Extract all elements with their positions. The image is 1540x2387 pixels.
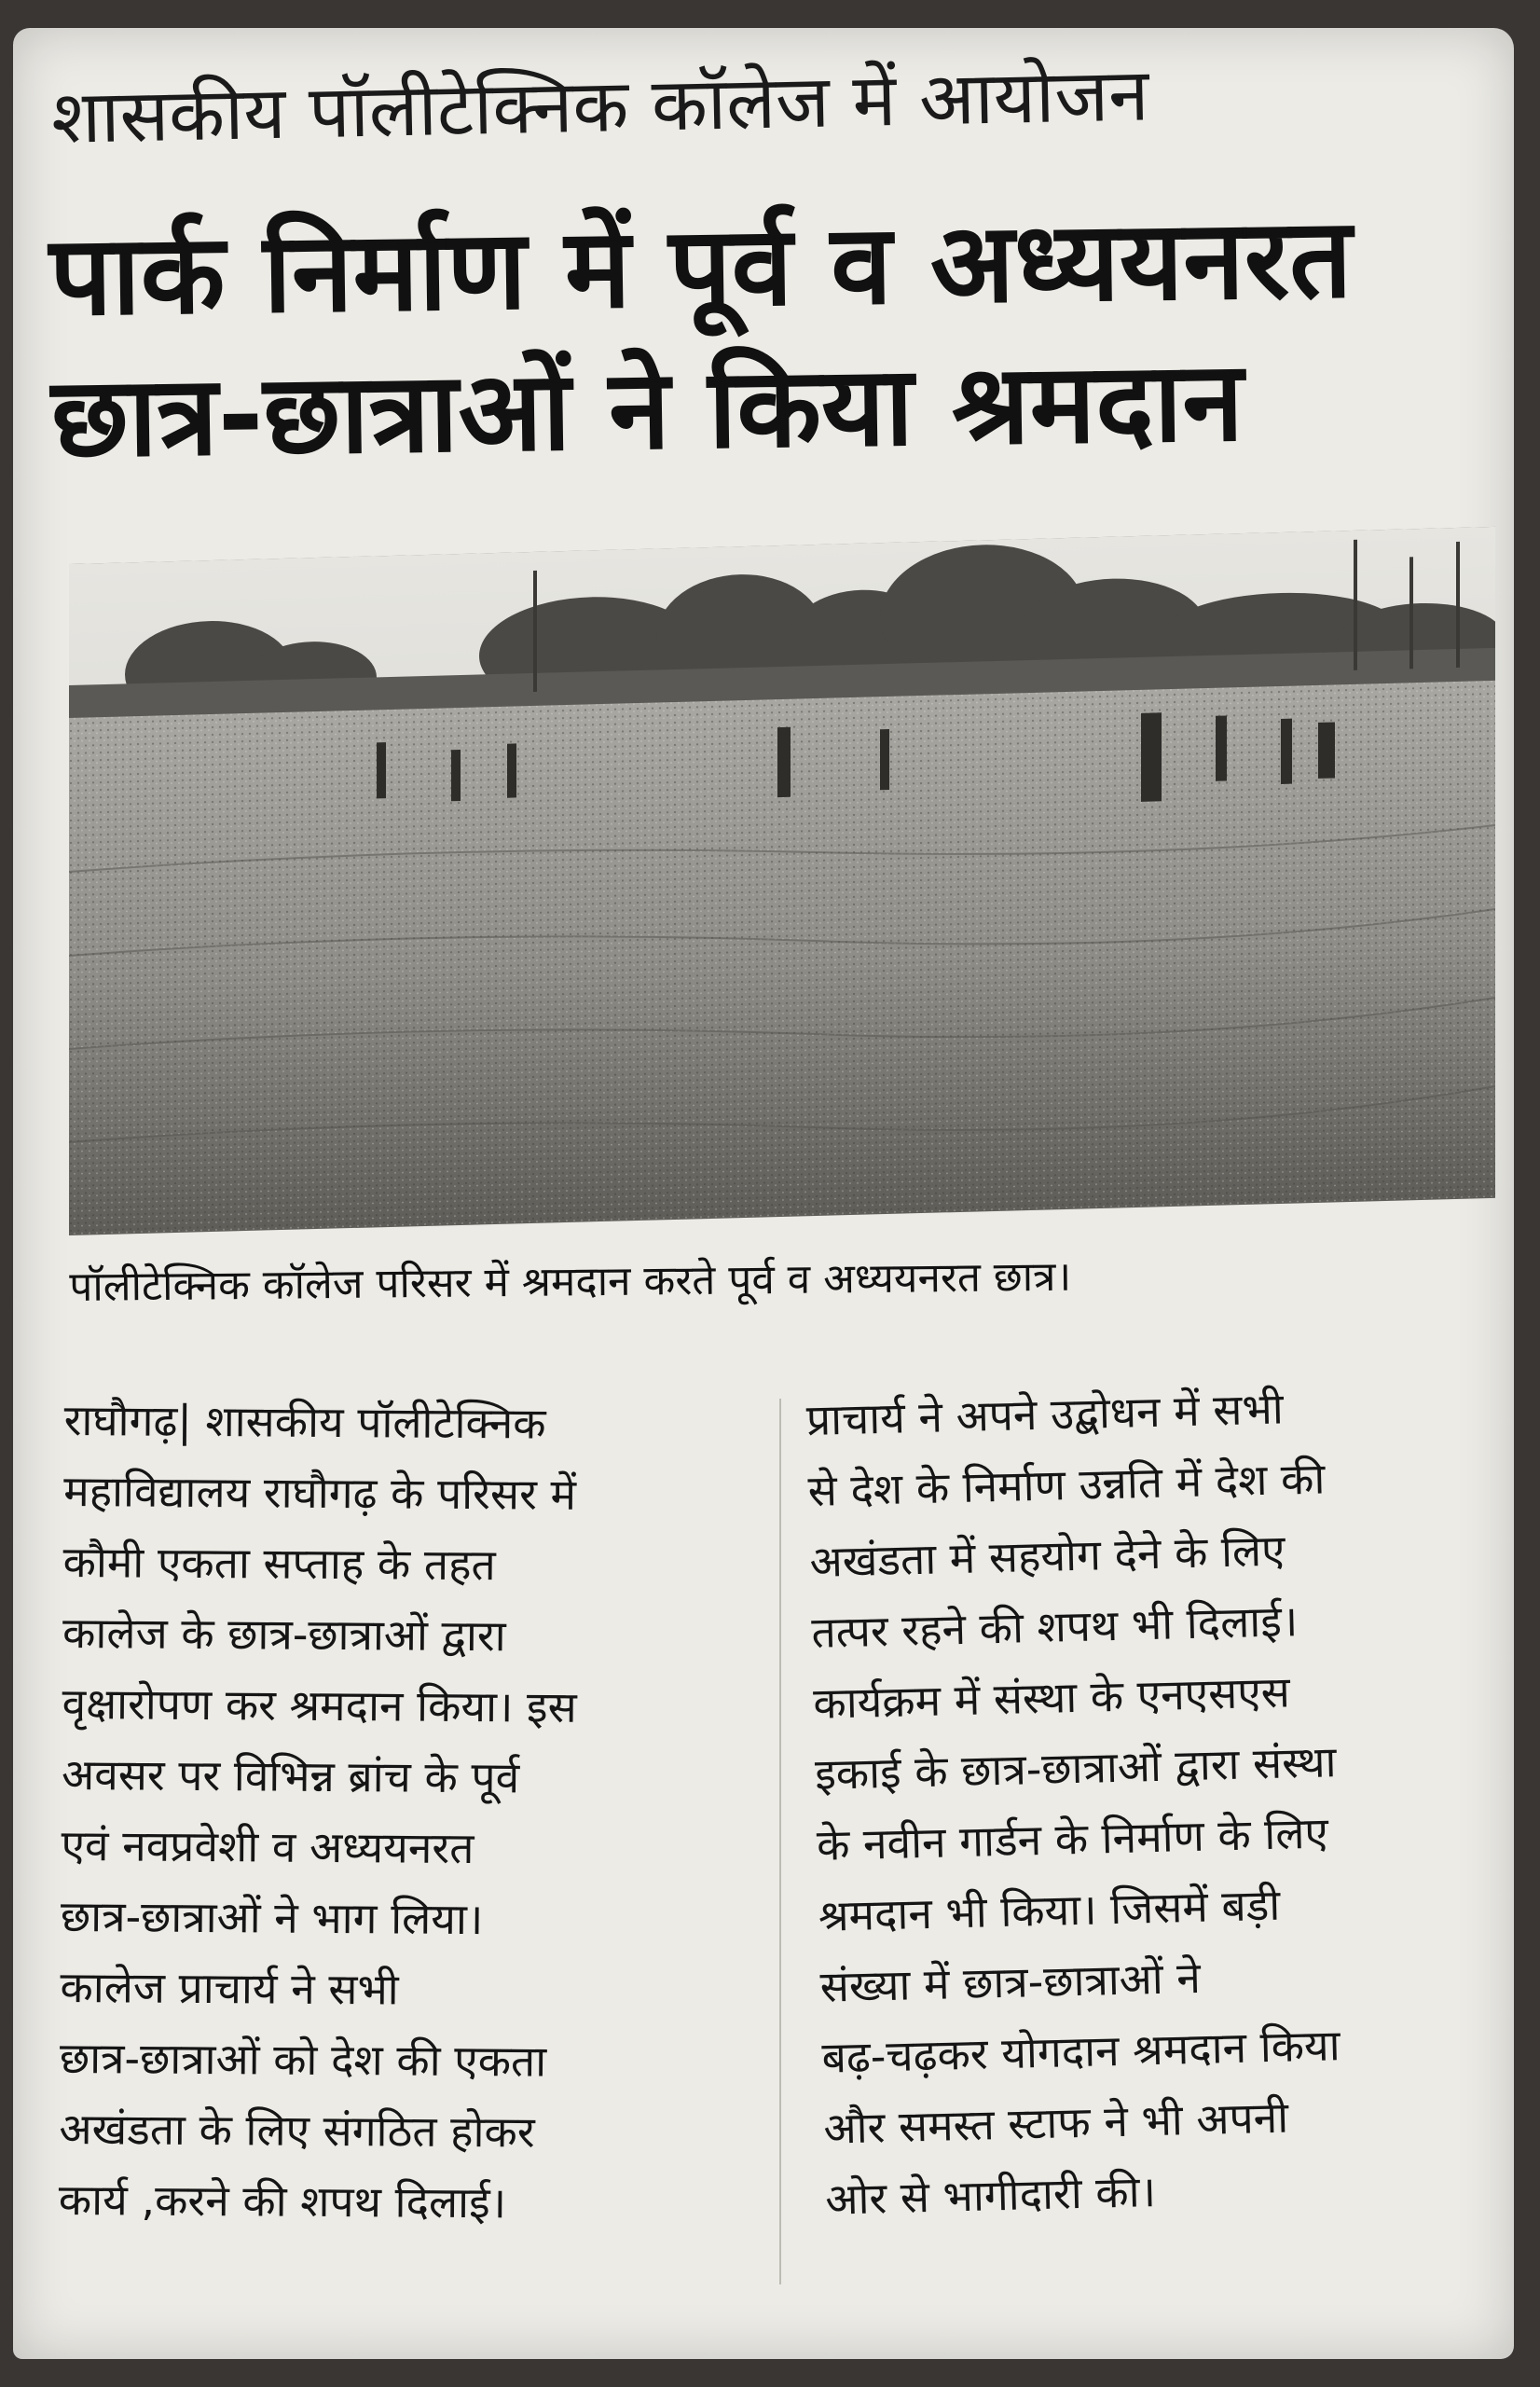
body-line: के नवीन गार्डन के निर्माण के लिए (816, 1807, 1329, 1870)
body-line: प्राचार्य ने अपने उद्बोधन में सभी (805, 1383, 1285, 1445)
photo-caption: पॉलीटेक्निक कॉलेज परिसर में श्रमदान करते पूर्व व अध्ययनरत छात्र। (69, 1252, 1072, 1311)
article-photo (69, 527, 1495, 1235)
body-line: कालेज प्राचार्य ने सभी (60, 1961, 399, 2015)
article-body-left (59, 1385, 754, 2240)
column-divider (779, 1399, 781, 2284)
body-line: बढ़-चढ़कर योगदान श्रमदान किया (820, 2020, 1341, 2083)
newspaper-clipping (13, 28, 1514, 2359)
article-headline (48, 185, 1506, 489)
body-line: अखंडता में सहयोग देने के लिए (808, 1525, 1286, 1587)
body-line: छात्र-छात्राओं को देश की एकता (59, 2032, 547, 2087)
body-line: इकाई के छात्र-छात्राओं द्वारा संस्था (814, 1736, 1338, 1800)
body-line: अखंडता के लिए संगठित होकर (59, 2103, 535, 2158)
body-line: राघौगढ़| शासकीय पॉलीटेक्निक (63, 1394, 546, 1449)
body-line: वृक्षारोपण कर श्रमदान किया। इस (62, 1677, 577, 1732)
body-line: से देश के निर्माण उन्नति में देश की (807, 1453, 1326, 1516)
body-line: छात्र-छात्राओं ने भाग लिया। (60, 1890, 484, 1945)
body-line: एवं नवप्रवेशी व अध्ययनरत (61, 1819, 474, 1874)
body-line: श्रमदान भी किया। जिसमें बड़ी (818, 1879, 1281, 1941)
body-line: अवसर पर विभिन्न ब्रांच के पूर्व (61, 1748, 520, 1803)
body-line: ओर से भागीदारी की। (824, 2166, 1157, 2225)
body-line: कौमी एकता सप्ताह के तहत (62, 1536, 496, 1591)
body-line: कार्यक्रम में संस्था के एनएसएस (812, 1666, 1291, 1729)
body-line: तत्पर रहने की शपथ भी दिलाई। (810, 1595, 1299, 1658)
body-line: महाविद्यालय राघौगढ़ के परिसर में (63, 1465, 577, 1520)
body-line: संख्या में छात्र-छात्राओं ने (819, 1952, 1202, 2012)
body-line: कालेज के छात्र-छात्राओं द्वारा (62, 1607, 506, 1662)
article-kicker: शासकीय पॉलीटेक्निक कॉलेज में आयोजन (50, 53, 1150, 160)
article-body-right (805, 1368, 1514, 2235)
body-line: और समस्त स्टाफ ने भी अपनी (822, 2091, 1289, 2154)
headline-line-2: छात्र-छात्राओं ने किया श्रमदान (50, 337, 1244, 482)
headline-line-1: पार्क निर्माण में पूर्व व अध्ययनरत (48, 193, 1354, 340)
body-line: कार्य ,करने की शपथ दिलाई। (58, 2173, 507, 2228)
